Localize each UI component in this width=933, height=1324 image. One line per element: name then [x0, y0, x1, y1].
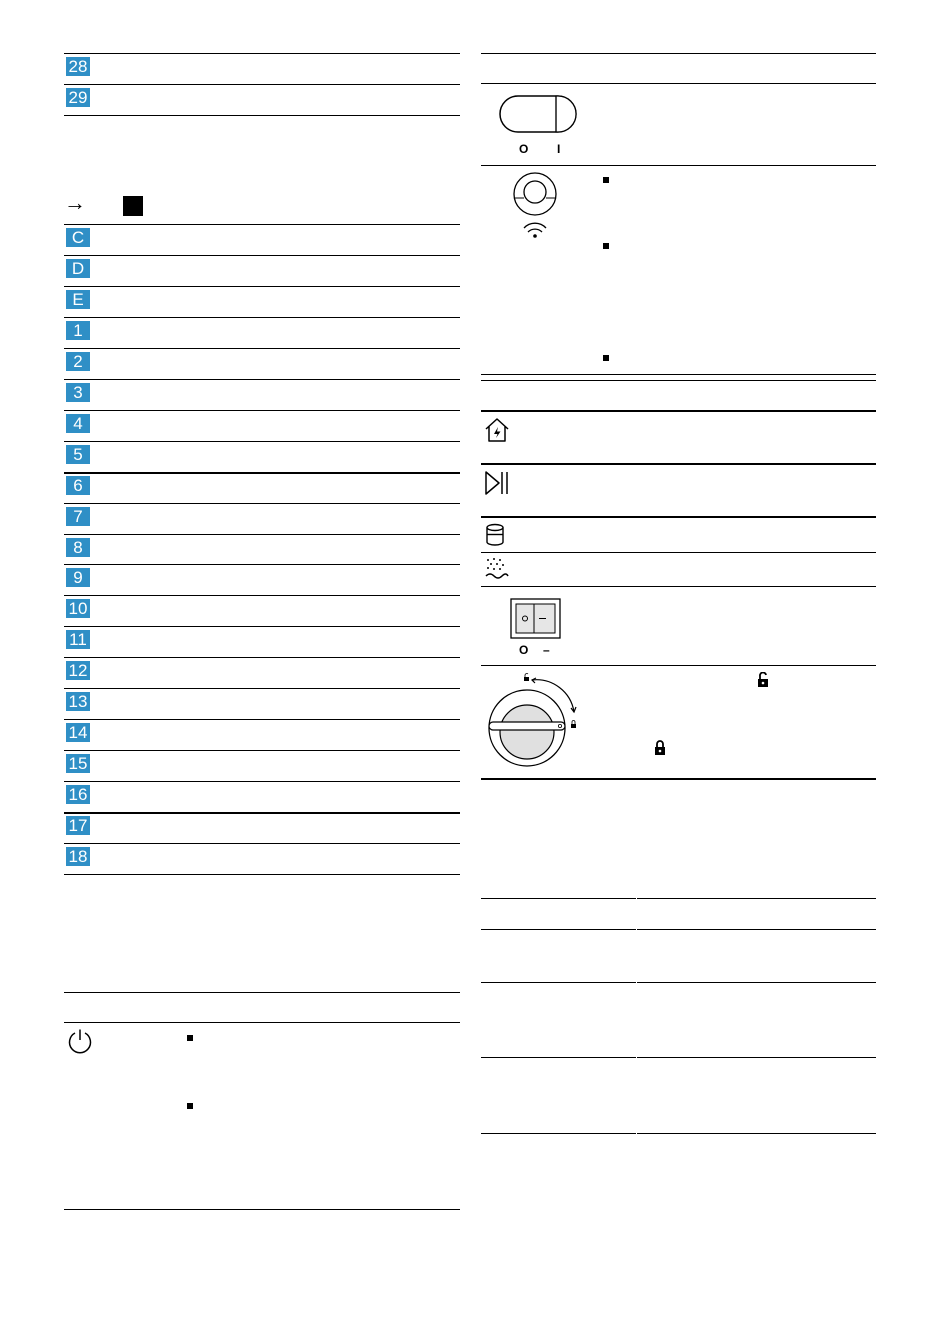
rule — [481, 552, 876, 553]
rule — [64, 719, 460, 720]
switch-on-label: I — [557, 142, 561, 156]
reference-square — [123, 196, 143, 216]
rule — [64, 503, 460, 504]
component-badge: 14 — [66, 723, 90, 742]
rinse-aid-icon — [484, 556, 510, 582]
rule — [64, 317, 460, 318]
wifi-knob-icon — [507, 172, 563, 242]
rule — [481, 374, 876, 375]
component-badge: D — [66, 259, 90, 278]
component-badge: 18 — [66, 847, 90, 866]
rule — [64, 379, 460, 380]
rule — [64, 688, 460, 689]
table-rule — [481, 929, 876, 930]
table-column-gap — [636, 898, 637, 1134]
rule — [481, 380, 876, 381]
power-icon — [67, 1028, 93, 1054]
table-rule — [481, 1057, 876, 1058]
rule — [64, 472, 460, 474]
component-badge: 8 — [66, 538, 90, 557]
rule — [64, 441, 460, 442]
component-badge: 13 — [66, 692, 90, 711]
component-badge: 6 — [66, 476, 90, 495]
bullet — [187, 1103, 193, 1109]
rule — [64, 657, 460, 658]
rule — [64, 812, 460, 814]
component-badge: 10 — [66, 599, 90, 618]
switch-off-label: O — [519, 142, 529, 156]
component-badge: 4 — [66, 414, 90, 433]
rule — [64, 84, 460, 85]
component-badge: 15 — [66, 754, 90, 773]
square-switch-icon — [510, 598, 562, 640]
rule — [481, 516, 876, 518]
play-pause-icon — [484, 470, 510, 496]
rule — [64, 781, 460, 782]
rule — [64, 843, 460, 844]
rule — [64, 224, 460, 225]
home-energy-icon — [484, 417, 510, 443]
rule — [481, 165, 876, 166]
rule — [64, 992, 460, 993]
rule — [64, 348, 460, 349]
bullet — [603, 355, 609, 361]
rule — [64, 255, 460, 256]
bullet — [603, 243, 609, 249]
component-badge: 5 — [66, 445, 90, 464]
component-badge: 9 — [66, 568, 90, 587]
rule — [64, 626, 460, 627]
rule — [481, 53, 876, 54]
table-rule — [481, 982, 876, 983]
rule — [64, 874, 460, 875]
component-badge: 17 — [66, 816, 90, 835]
rule — [481, 410, 876, 412]
rocker-switch-icon — [499, 95, 579, 135]
item-badge: 29 — [66, 88, 90, 107]
component-badge: C — [66, 228, 90, 247]
item-badge: 28 — [66, 57, 90, 76]
rule — [64, 1022, 460, 1023]
rocker-off-label: O — [519, 643, 529, 657]
component-badge: 16 — [66, 785, 90, 804]
table-rule — [481, 1133, 876, 1134]
rule — [481, 83, 876, 84]
component-badge: E — [66, 290, 90, 309]
rule — [64, 595, 460, 596]
rule — [64, 115, 460, 116]
rule — [64, 286, 460, 287]
component-badge: 11 — [66, 630, 90, 649]
lock-dial-icon — [485, 672, 581, 772]
component-badge: 12 — [66, 661, 90, 680]
arrow-icon: → — [64, 190, 86, 215]
rule — [64, 410, 460, 411]
unlock-icon — [757, 672, 769, 688]
component-badge: 2 — [66, 352, 90, 371]
rule — [481, 586, 876, 587]
rule — [64, 564, 460, 565]
rule — [481, 778, 876, 780]
container-icon — [484, 523, 508, 547]
rule — [64, 1209, 460, 1210]
bullet — [187, 1035, 193, 1041]
rule — [481, 665, 876, 666]
rule — [64, 534, 460, 535]
table-rule — [481, 898, 876, 899]
rule — [481, 463, 876, 465]
component-badge: 3 — [66, 383, 90, 402]
rule — [64, 53, 460, 54]
bullet — [603, 177, 609, 183]
lock-icon — [654, 740, 666, 756]
rocker-on-label: – — [543, 643, 550, 657]
component-badge: 1 — [66, 321, 90, 340]
rule — [64, 750, 460, 751]
component-badge: 7 — [66, 507, 90, 526]
